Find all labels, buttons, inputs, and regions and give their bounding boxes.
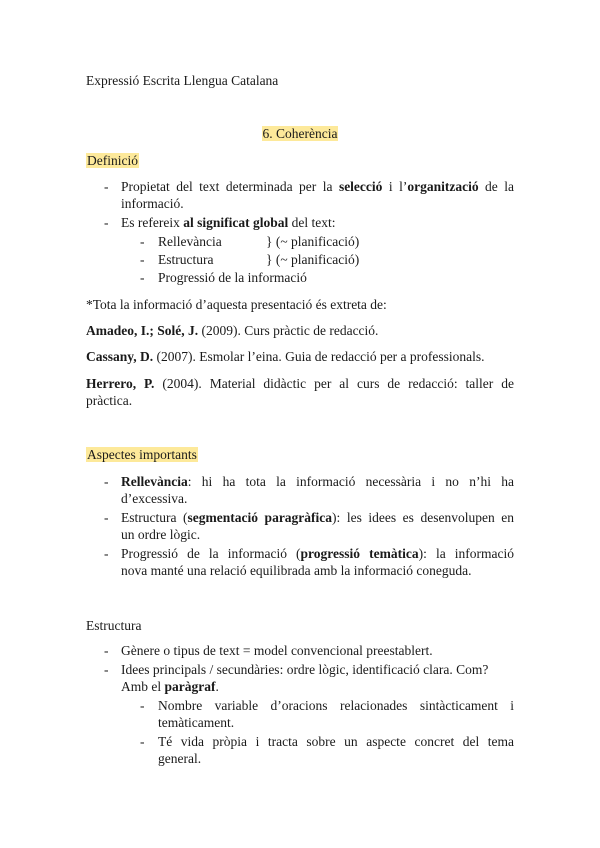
aspectes-heading bbox=[86, 446, 514, 463]
estructura-sub-nombre: Nombre variable d’oracions relacionades sintàcticament i bbox=[158, 698, 514, 713]
definicio-item-1: Propietat del text determinada per la selecció i l’organització de la bbox=[121, 179, 514, 194]
estructura-item-idees-cont: Amb el paràgraf. bbox=[121, 679, 219, 694]
section-title bbox=[86, 125, 514, 142]
definicio-heading bbox=[86, 152, 514, 169]
bullet-dash: - bbox=[104, 643, 109, 658]
bullet-dash: - bbox=[104, 179, 109, 194]
bullet-dash: - bbox=[104, 215, 109, 230]
bullet-dash: - bbox=[104, 546, 109, 561]
reference-herrero: Herrero, P. (2004). Material didàctic per al curs de redacció: taller de bbox=[86, 376, 514, 391]
sub-bullet-dash: - bbox=[140, 270, 145, 285]
aspectes-item-estructura: Estructura (segmentació paragràfica): les idees es desenvolupen en bbox=[121, 510, 514, 525]
sub-item-rellevancia-note: } (~ planificació) bbox=[266, 234, 360, 249]
sub-item-estructura-note: } (~ planificació) bbox=[266, 252, 360, 267]
definicio-heading-text: Definició bbox=[87, 153, 138, 168]
reference-amadeo: Amadeo, I.; Solé, J. (2009). Curs pràctic de redacció. bbox=[86, 323, 379, 338]
estructura-item-genere: Gènere o tipus de text = model convencional preestablert. bbox=[121, 643, 433, 658]
sub-bullet-dash: - bbox=[140, 252, 145, 267]
sub-bullet-dash: - bbox=[140, 234, 145, 249]
estructura-sub-nombre-cont: temàticament. bbox=[158, 715, 235, 730]
sub-bullet-dash: - bbox=[140, 698, 145, 713]
bullet-dash: - bbox=[104, 474, 109, 489]
sub-item-progressio: Progressió de la informació bbox=[158, 270, 307, 285]
aspectes-item-estructura-cont: un ordre lògic. bbox=[121, 527, 201, 542]
aspectes-item-progressio: Progressió de la informació (progressió temàtica): la informació bbox=[121, 546, 514, 561]
aspectes-item-rellevancia-cont: d’excessiva. bbox=[121, 491, 188, 506]
document-header: Expressió Escrita Llengua Catalana bbox=[86, 73, 279, 88]
aspectes-item-progressio-cont: nova manté una relació equilibrada amb la informació coneguda. bbox=[121, 563, 472, 578]
sub-bullet-dash: - bbox=[140, 734, 145, 749]
estructura-sub-vida: Té vida pròpia i tracta sobre un aspecte concret del tema bbox=[158, 734, 514, 749]
aspectes-item-rellevancia: Rellevància: hi ha tota la informació necessària i no n’hi ha bbox=[121, 474, 514, 489]
section-title-text: 6. Coherència bbox=[262, 126, 338, 141]
definicio-item-2: Es refereix al significat global del text: bbox=[121, 215, 336, 230]
estructura-sub-vida-cont: general. bbox=[158, 751, 202, 766]
estructura-item-idees: Idees principals / secundàries: ordre lògic, identificació clara. Com? bbox=[121, 662, 489, 677]
reference-herrero-cont: pràctica. bbox=[86, 393, 133, 408]
definicio-item-1-cont: informació. bbox=[121, 196, 184, 211]
source-note: *Tota la informació d’aquesta presentació és extreta de: bbox=[86, 297, 387, 312]
bullet-dash: - bbox=[104, 510, 109, 525]
sub-item-rellevancia: Rellevància bbox=[158, 234, 222, 249]
sub-item-estructura: Estructura bbox=[158, 252, 214, 267]
aspectes-heading-text: Aspectes importants bbox=[87, 447, 197, 462]
estructura-heading: Estructura bbox=[86, 618, 142, 633]
reference-cassany: Cassany, D. (2007). Esmolar l’eina. Guia de redacció per a professionals. bbox=[86, 349, 485, 364]
bullet-dash: - bbox=[104, 662, 109, 677]
